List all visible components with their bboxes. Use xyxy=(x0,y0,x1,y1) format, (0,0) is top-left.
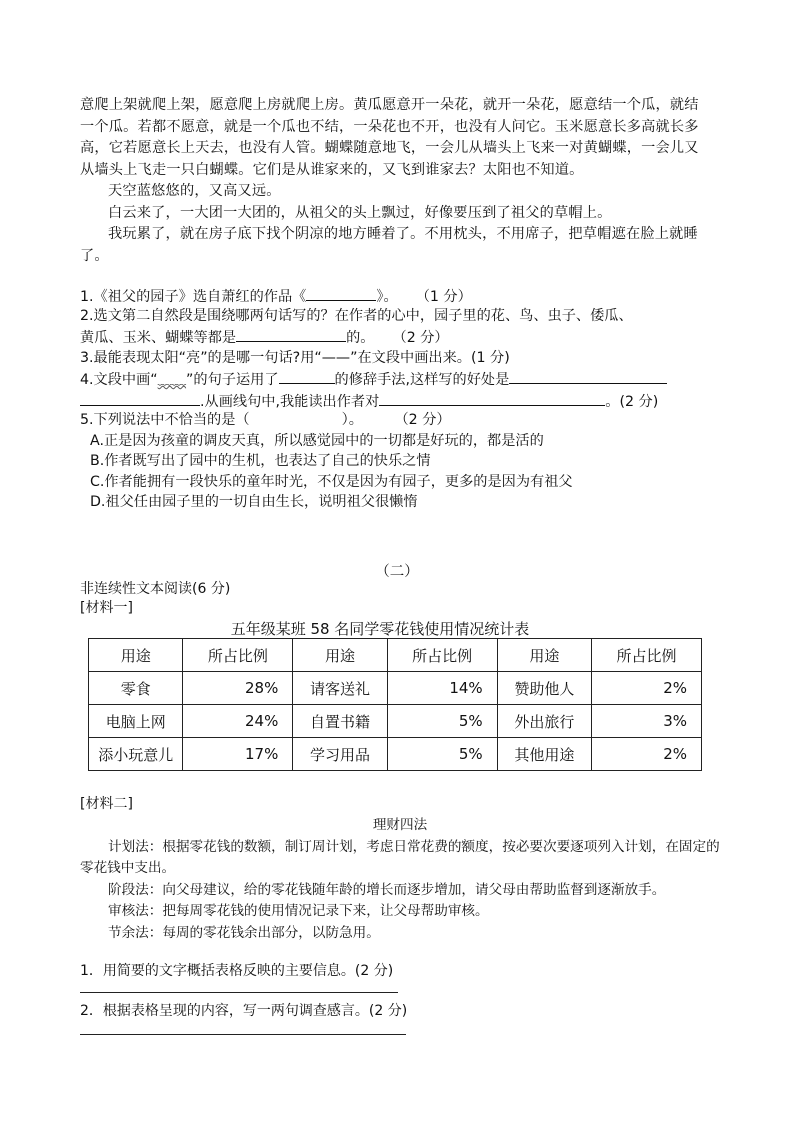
wavy-line-mark: ﹏﹏ xyxy=(157,372,187,388)
passage-paragraph: 天空蓝悠悠的，又高又远。 xyxy=(108,183,281,199)
material-1-label: [材料一] xyxy=(80,600,133,616)
material-2-label: [材料二] xyxy=(80,796,133,812)
material-2-title: 理财四法 xyxy=(372,817,428,833)
question-2: 2.选文第二自然段是围绕哪两句话写的？在作者的心中，园子里的花、鸟、虫子、倭瓜、 黄瓜、玉米、蝴蝶等都是 的。 （2 分） xyxy=(80,308,633,346)
table-cell: 赞助他人 xyxy=(497,672,591,705)
table-header-row xyxy=(89,639,702,672)
material-2 xyxy=(80,815,720,944)
table-cell: 请客送礼 xyxy=(293,672,387,705)
header-cell: 用途 xyxy=(89,639,183,672)
table-cell: 14% xyxy=(387,672,497,705)
question-1: 1.《祖父的园子》选自萧红的作品《 》。 （1 分） xyxy=(80,286,720,308)
question-4: 4.文段中画“﹏﹏”的句子运用了 的修辞手法,这样写的好处是 .从画线句中,我能读出作者对 。(2 分) xyxy=(80,369,720,412)
table-cell: 24% xyxy=(183,705,293,738)
passage-paragraph: 意爬上架就爬上架，愿意爬上房就爬上房。黄瓜愿意开一朵花，就开一朵花，愿意结一个瓜，就结一个瓜。若都不愿意，就是一个瓜也不结，一朵花也不开，也没有人问它。玉米愿意长多高就长多高，它若愿意长上天去，也没有人管。蝴蝶随意地飞，一会儿从墙头上飞来一对黄蝴蝶，一会儿又从墙头上飞走一只白蝴蝶。它们是从谁家来的，又飞到谁家去？太阳也不知道。 xyxy=(80,97,699,178)
answer-line[interactable] xyxy=(80,992,398,993)
table-row xyxy=(89,672,702,705)
passage-paragraph: 白云来了，一大团一大团的，从祖父的头上飘过，好像要压到了祖父的草帽上。 xyxy=(108,204,612,221)
table-cell: 零食 xyxy=(89,672,183,705)
table-row xyxy=(89,738,702,771)
answer-blank[interactable] xyxy=(236,327,346,342)
table-cell: 5% xyxy=(387,705,497,738)
table-cell: 外出旅行 xyxy=(497,705,591,738)
table-cell: 学习用品 xyxy=(293,738,387,771)
header-cell: 所占比例 xyxy=(183,639,293,672)
method-paragraph: 节余法：每周的零花钱余出部分，以防急用。 xyxy=(108,924,380,941)
table-cell: 2% xyxy=(592,672,702,705)
table-cell: 28% xyxy=(183,672,293,705)
method-paragraph: 阶段法：向父母建议，给的零花钱随年龄的增长而逐步增加，请父母由帮助监督到逐渐放手。 xyxy=(108,881,666,898)
option-d[interactable]: D.祖父任由园子里的一切自由生长，说明祖父很懒惰 xyxy=(90,494,418,510)
sub-question-2: 2．根据表格呈现的内容，写一两句调查感言。(2 分) xyxy=(80,1003,408,1019)
table-cell: 2% xyxy=(592,738,702,771)
answer-blank[interactable] xyxy=(80,391,200,406)
table-cell: 电脑上网 xyxy=(89,705,183,738)
table-cell: 其他用途 xyxy=(497,738,591,771)
answer-blank[interactable] xyxy=(379,391,605,406)
method-paragraph: 审核法：把每周零花钱的使用情况记录下来，让父母帮助审核。 xyxy=(108,903,489,919)
section-title: （二） xyxy=(375,564,419,580)
sub-question-1: 1．用简要的文字概括表格反映的主要信息。(2 分) xyxy=(80,963,394,979)
table-cell: 添小玩意儿 xyxy=(89,738,183,771)
table-cell: 3% xyxy=(592,705,702,738)
section-heading: 非连续性文本阅读(6 分) xyxy=(80,581,231,597)
header-cell: 所占比例 xyxy=(387,639,497,672)
table-row xyxy=(89,705,702,738)
header-cell: 用途 xyxy=(497,639,591,672)
header-cell: 所占比例 xyxy=(592,639,702,672)
option-b[interactable]: B.作者既写出了园中的生机，也表达了自己的快乐之情 xyxy=(90,453,431,469)
question-3: 3.最能表现太阳“亮”的是哪一句话?用“——”在文段中画出来。(1 分) xyxy=(80,350,510,366)
answer-blank[interactable] xyxy=(306,286,376,301)
answer-blank[interactable] xyxy=(279,369,335,384)
table-title: 五年级某班 58 名同学零花钱使用情况统计表 xyxy=(230,620,530,638)
passage xyxy=(80,95,710,267)
passage-paragraph: 我玩累了，就在房子底下找个阴凉的地方睡着了。不用枕头，不用席子，把草帽遮在脸上就睡了。 xyxy=(80,226,698,264)
table-cell: 17% xyxy=(183,738,293,771)
answer-blank[interactable] xyxy=(509,369,667,384)
table-cell: 自置书籍 xyxy=(293,705,387,738)
header-cell: 用途 xyxy=(293,639,387,672)
option-a[interactable]: A.正是因为孩童的调皮天真，所以感觉园中的一切都是好玩的，都是活的 xyxy=(90,432,544,449)
answer-line[interactable] xyxy=(80,1034,406,1035)
method-paragraph: 计划法：根据零花钱的数额，制订周计划，考虑日常花费的额度，按必要次要逐项列入计划，在固定的零花钱中支出。 xyxy=(80,838,720,876)
table-cell: 5% xyxy=(387,738,497,771)
option-c[interactable]: C.作者能拥有一段快乐的童年时光，不仅是因为有园子，更多的是因为有祖父 xyxy=(90,473,573,490)
spending-stats-table xyxy=(88,638,702,771)
question-5: 5.下列说法中不恰当的是（ ）。 （2 分） A.正是因为孩童的调皮天真，所以感觉园中的一切都是好玩的，都是活的 B.作者既写出了园中的生机，也表达了自己的快乐之情 C.作者能拥有一段快乐的童年时光，不仅是因为有园子，更多的是因为有祖父 D.祖父任由园子里的一切自由生长，说明祖父很懒惰 xyxy=(80,410,720,513)
